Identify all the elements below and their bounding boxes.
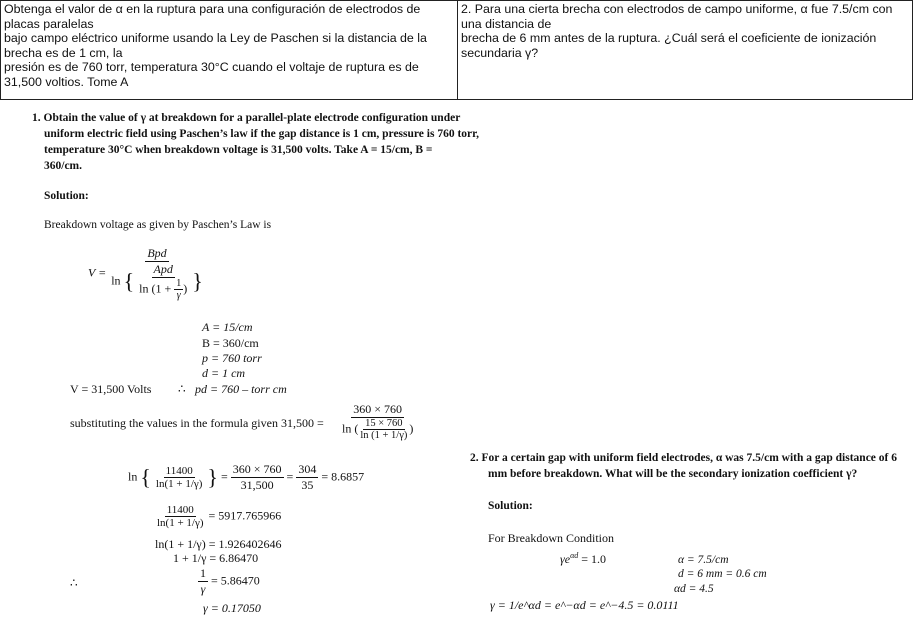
step6-result: γ = 0.17050: [203, 601, 261, 615]
p2-given-alpha: α = 7.5/cm: [678, 554, 729, 566]
step1-num3: 304: [298, 462, 317, 476]
step3-equation: ln(1 + 1/γ) = 1.926402646: [155, 537, 282, 551]
subst-num: 360 × 760: [353, 402, 403, 416]
p1-solution-heading: Solution:: [44, 190, 89, 202]
p2-eq-base: γe: [560, 552, 571, 566]
pd-line: pd = 760 – torr cm: [195, 382, 287, 396]
step1-den: ln(1 + 1/γ): [155, 478, 203, 490]
step2-result: = 5917.765966: [208, 508, 282, 523]
substitution-text: substituting the values in the formula given 31,500 =: [70, 416, 324, 430]
p2-given-alphad: αd = 4.5: [674, 583, 714, 595]
step1-eq1: =: [220, 469, 228, 484]
given-d: d = 1 cm: [202, 366, 246, 380]
given-p: p = 760 torr: [202, 351, 262, 365]
step1-eq2: =: [286, 469, 294, 484]
cell1-line: brecha es de 1 cm, la: [4, 45, 123, 60]
step1-den3: 35: [301, 478, 314, 492]
step5-num: 1: [200, 566, 206, 580]
p2-question-line: mm before breakdown. What will be the secondary ionization coefficient γ?: [488, 468, 858, 480]
p2-eq-rest: = 1.0: [578, 552, 607, 566]
step5-den: γ: [200, 582, 206, 596]
p2-equation: [560, 551, 606, 567]
p1-question-line: 360/cm.: [44, 160, 83, 172]
formula-one-plus: 1 +: [155, 281, 172, 296]
cell1-line: Obtenga el valor de α en la ruptura para una configuración de electrodos de: [4, 2, 421, 16]
p2-condition: For Breakdown Condition: [488, 531, 614, 545]
formula-inner-num: Apd: [153, 262, 173, 276]
p2-eq-sup: αd: [570, 551, 579, 560]
voltage-line: V = 31,500 Volts: [70, 382, 152, 396]
step5-result: = 5.86470: [211, 573, 260, 588]
formula-inner-ln: ln: [139, 281, 149, 296]
formula-numerator: Bpd: [147, 246, 167, 260]
formula-one: 1: [176, 278, 182, 289]
step2-num: 11400: [166, 504, 194, 516]
cell2-line: secundaria γ?: [461, 45, 539, 60]
step1-num: 11400: [165, 465, 193, 477]
cell1-line: placas paralelas: [4, 16, 94, 31]
cell2-line: una distancia de: [461, 16, 552, 31]
p1-question-line: uniform electric field using Paschen’s law if the gap distance is 1 cm, pressure is 760 torr,: [44, 128, 480, 140]
step1-den2: 31,500: [240, 478, 274, 492]
substitution-fraction: 360 × 760 ln ( $\frac{15 \times 760}{\ln (1 + 1/\gamma)}$ ): [342, 402, 414, 441]
step4-equation: 1 + 1/γ = 6.86470: [173, 551, 259, 565]
p1-question-line: temperature 30°C when breakdown voltage is 31,500 volts. Take A = 15/cm, B =: [44, 144, 433, 156]
given-A: A = 15/cm: [202, 320, 253, 334]
paschen-formula: V = Bpd ln { Apd ln (1 + $\frac{1}{\gamma}$ ) }: [88, 246, 203, 301]
p2-result: γ = 1/e^αd = e^−αd = e^−4.5 = 0.0111: [490, 598, 679, 612]
step1-num2: 360 × 760: [232, 462, 282, 476]
p2-given-d: d = 6 mm = 0.6 cm: [678, 568, 767, 580]
cell2-line: 2. Para una cierta brecha con electrodos de campo uniforme, α fue 7.5/cm con: [461, 2, 893, 16]
step1-equation: ln { $\frac{11400}{\ln(1 + 1/\gamma)}$ } = $\frac{360 \times 760}{31,500}$ = $\frac{304}{35}$ = 8.6857: [128, 462, 365, 492]
step5-equation: [198, 566, 260, 597]
formula-ln: ln: [111, 273, 121, 288]
step1-result: = 8.6857: [321, 469, 365, 484]
p1-question-line: 1. Obtain the value of γ at breakdown for a parallel-plate electrode configuration under: [32, 112, 461, 124]
formula-gamma: γ: [176, 290, 181, 301]
formula-lhs: V =: [88, 265, 107, 280]
p1-intro: Breakdown voltage as given by Paschen’s Law is: [44, 219, 272, 231]
cell1-line: 31,500 voltios. Tome A: [4, 74, 129, 89]
cell1-line: presión es de 760 torr, temperatura 30°C cuando el voltaje de ruptura es de: [4, 60, 419, 75]
p2-solution-heading: Solution:: [488, 500, 533, 512]
spanish-problem-1-cell: [0, 0, 458, 100]
subst-inner-num: 15 × 760: [365, 418, 403, 429]
p2-question-line: 2. For a certain gap with uniform field electrodes, α was 7.5/cm with a gap distance of 6: [470, 452, 897, 464]
therefore-symbol: ∴: [178, 382, 186, 396]
cell1-line: bajo campo eléctrico uniforme usando la Ley de Paschen si la distancia de la: [4, 31, 427, 46]
cell2-line: brecha de 6 mm antes de la ruptura. ¿Cuál será el coeficiente de ionización: [461, 31, 877, 46]
subst-ln: ln: [342, 421, 352, 436]
subst-inner-den: ln (1 + 1/γ): [360, 430, 408, 441]
given-B: B = 360/cm: [202, 336, 259, 350]
step2-den: ln(1 + 1/γ): [157, 517, 204, 529]
step5-therefore: ∴: [70, 576, 78, 590]
step1-ln: ln: [128, 469, 138, 484]
step2-equation: [155, 504, 281, 529]
spanish-problem-2-cell: [457, 0, 913, 100]
